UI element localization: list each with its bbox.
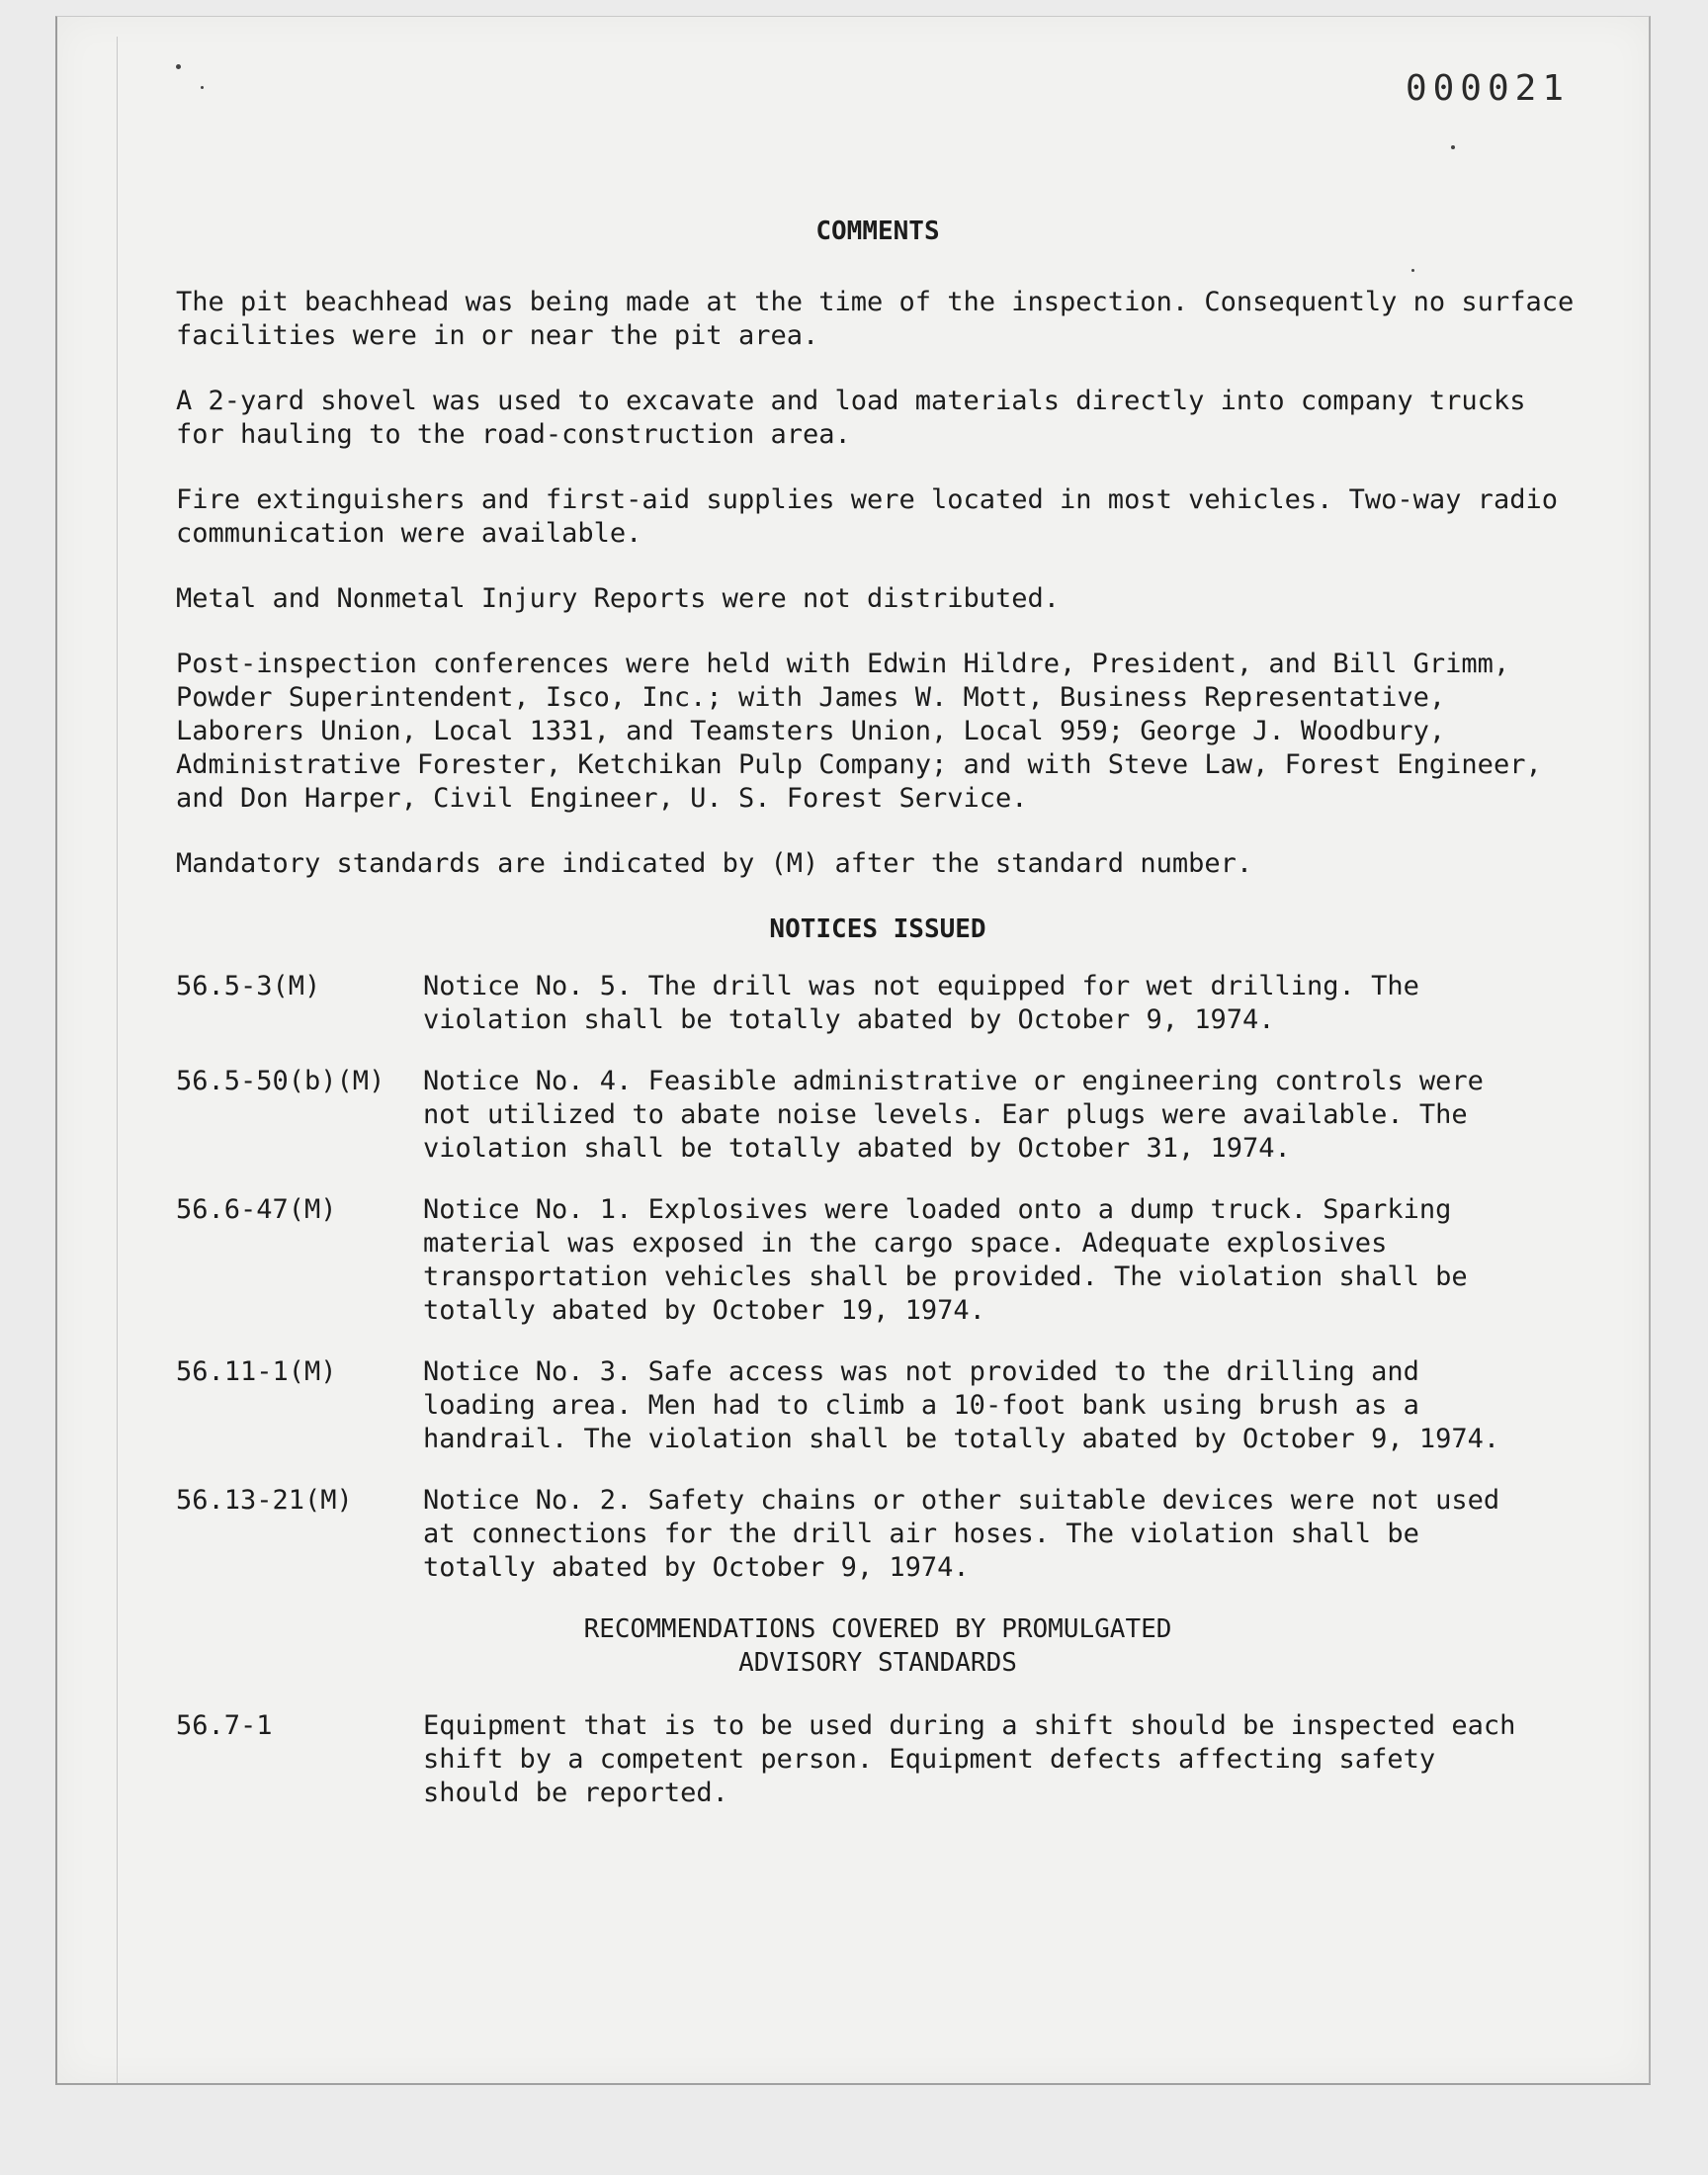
recommendations-heading-line1: RECOMMENDATIONS COVERED BY PROMULGATED xyxy=(583,1614,1172,1644)
document-body xyxy=(176,215,1580,1838)
recommendation-standard: 56.7-1 xyxy=(176,1710,273,1741)
comment-paragraph: Fire extinguishers and first-aid supplies were located in most vehicles. Two-way radio communication were available. xyxy=(176,484,1558,549)
recommendation-item xyxy=(176,1709,1580,1810)
comment-paragraph: Mandatory standards are indicated by (M) after the standard number. xyxy=(176,848,1253,879)
scan-margin-line xyxy=(117,37,118,2083)
document-page xyxy=(55,16,1651,2085)
notice-item xyxy=(176,1193,1580,1328)
notice-standard: 56.11-1(M) xyxy=(176,1356,337,1387)
notice-item xyxy=(176,1065,1580,1166)
notice-item xyxy=(176,1484,1580,1585)
recommendations-heading xyxy=(176,1612,1580,1680)
scan-speck xyxy=(176,64,181,69)
notice-standard: 56.5-50(b)(M) xyxy=(176,1066,385,1096)
notice-item xyxy=(176,1355,1580,1456)
page-number: 000021 xyxy=(1405,68,1570,109)
notice-text: Notice No. 5. The drill was not equipped for wet drilling. The violation shall be totally abated by October 9, 1974. xyxy=(423,971,1419,1035)
recommendation-text: Equipment that is to be used during a shift should be inspected each shift by a competent person. Equipment defects affecting safety should be reported. xyxy=(423,1710,1516,1808)
notice-standard: 56.6-47(M) xyxy=(176,1194,337,1225)
notices-heading: NOTICES ISSUED xyxy=(769,914,986,944)
comment-paragraph: A 2-yard shovel was used to excavate and load materials directly into company trucks for hauling to the road-construction area. xyxy=(176,386,1526,450)
comment-paragraph: Post-inspection conferences were held with Edwin Hildre, President, and Bill Grimm, Powder Superintendent, Isco, Inc.; with James W. Mott, Business Representative, Laborers Union, Local 1331, and Teamsters Union, Local 959; George J. Woodbury, Administrative Forester, Ketchikan Pulp Company; and with Steve Law, Forest Engineer, and Don Harper, Civil Engineer, U. S. Forest Service. xyxy=(176,649,1542,814)
comment-paragraph: The pit beachhead was being made at the time of the inspection. Consequently no surface facilities were in or near the pit area. xyxy=(176,287,1575,351)
notice-standard: 56.5-3(M) xyxy=(176,971,321,1001)
comment-paragraph: Metal and Nonmetal Injury Reports were not distributed. xyxy=(176,583,1061,614)
notice-text: Notice No. 3. Safe access was not provided to the drilling and loading area. Men had to climb a 10-foot bank using brush as a handrail. The violation shall be totally abated by October 9, 1974. xyxy=(423,1356,1500,1454)
scan-speck xyxy=(1451,145,1455,149)
notice-text: Notice No. 1. Explosives were loaded onto a dump truck. Sparking material was exposed in the cargo space. Adequate explosives transportation vehicles shall be provided. The violation shall be totally abated by October 19, 1974. xyxy=(423,1194,1468,1326)
notice-item xyxy=(176,970,1580,1037)
notice-standard: 56.13-21(M) xyxy=(176,1485,353,1516)
recommendations-heading-line2: ADVISORY STANDARDS xyxy=(738,1648,1017,1678)
scan-speck xyxy=(201,86,204,89)
notice-text: Notice No. 4. Feasible administrative or engineering controls were not utilized to abate noise levels. Ear plugs were available. The violation shall be totally abated by October 31, 1974. xyxy=(423,1066,1484,1164)
comments-heading: COMMENTS xyxy=(815,217,940,246)
notice-text: Notice No. 2. Safety chains or other suitable devices were not used at connections for the drill air hoses. The violation shall be totally abated by October 9, 1974. xyxy=(423,1485,1500,1583)
